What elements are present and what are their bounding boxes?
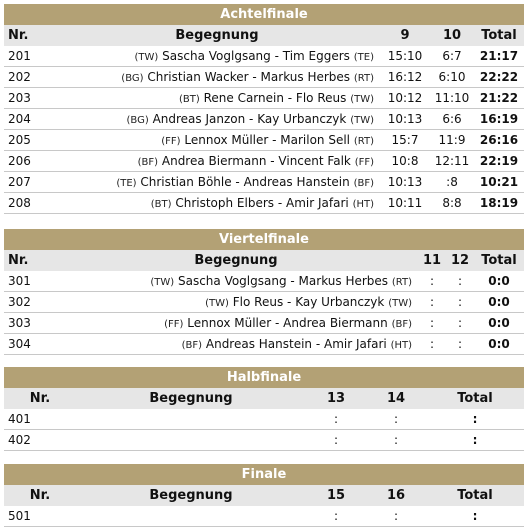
match-separator: -: [248, 70, 261, 84]
match-number: 202: [4, 67, 54, 88]
set-score-2: 11:9: [430, 130, 474, 151]
header-nr: Nr.: [4, 388, 76, 409]
match-cell: [54, 151, 380, 172]
club-away: (TW): [350, 115, 374, 126]
header-set-1: 11: [418, 250, 446, 271]
table-header: [4, 250, 524, 271]
set-score-2: 11:10: [430, 88, 474, 109]
header-nr: Nr.: [4, 250, 54, 271]
club-home: (BF): [181, 340, 203, 351]
set-score-1: :: [418, 334, 446, 355]
total-score: :: [426, 430, 524, 451]
match-cell: [54, 67, 380, 88]
match-cell: [54, 109, 380, 130]
match-separator: -: [274, 196, 287, 210]
player-away: Markus Herbes: [260, 70, 351, 84]
club-home: (BT): [150, 199, 172, 210]
section-title: Achtelfinale: [4, 4, 524, 25]
table-row: [4, 46, 524, 67]
match-separator: -: [283, 91, 296, 105]
match-number: 207: [4, 172, 54, 193]
player-away: Flo Reus: [295, 91, 347, 105]
set-score-1: 10:13: [380, 172, 430, 193]
match-cell: [54, 130, 380, 151]
match-separator: -: [283, 295, 296, 309]
header-set-1: 9: [380, 25, 430, 46]
match-separator: -: [286, 274, 299, 288]
table-row: [4, 67, 524, 88]
set-score-1: :: [418, 313, 446, 334]
player-home: Christian Böhle: [140, 175, 232, 189]
total-score: 0:0: [474, 334, 524, 355]
total-score: 18:19: [474, 193, 524, 214]
set-score-1: :: [418, 292, 446, 313]
set-score-1: 15:7: [380, 130, 430, 151]
set-score-2: :: [366, 409, 426, 430]
match-number: 401: [4, 409, 76, 430]
finale-table: [4, 485, 524, 527]
player-home: Sascha Voglgsang: [162, 49, 271, 63]
player-home: Rene Carnein: [203, 91, 284, 105]
player-away: Kay Urbanczyk: [257, 112, 347, 126]
club-away: (FF): [354, 157, 374, 168]
viertelfinale-table: [4, 250, 524, 355]
total-score: 21:17: [474, 46, 524, 67]
set-score-1: 10:8: [380, 151, 430, 172]
match-number: 302: [4, 292, 54, 313]
header-set-1: 15: [306, 485, 366, 506]
header-nr: Nr.: [4, 485, 76, 506]
table-row: [4, 151, 524, 172]
player-home: Christoph Elbers: [175, 196, 275, 210]
match-number: 203: [4, 88, 54, 109]
total-score: 22:22: [474, 67, 524, 88]
table-header: [4, 485, 524, 506]
set-score-1: 10:13: [380, 109, 430, 130]
player-away: Andreas Hanstein: [243, 175, 350, 189]
match-separator: -: [268, 133, 281, 147]
match-number: 402: [4, 430, 76, 451]
table-row: [4, 409, 524, 430]
viertelfinale-section: [4, 229, 524, 355]
set-score-1: :: [306, 409, 366, 430]
set-score-2: 12:11: [430, 151, 474, 172]
header-set-2: 10: [430, 25, 474, 46]
club-away: (HT): [352, 199, 374, 210]
player-home: Andreas Hanstein: [205, 337, 313, 351]
club-home: (TE): [116, 178, 137, 189]
halbfinale-section: [4, 367, 524, 451]
match-cell: [76, 506, 306, 527]
club-home: (TW): [205, 298, 229, 309]
match-cell: [76, 430, 306, 451]
club-away: (HT): [390, 340, 412, 351]
set-score-1: 10:11: [380, 193, 430, 214]
club-away: (TE): [353, 52, 374, 63]
total-score: 16:19: [474, 109, 524, 130]
set-score-1: :: [418, 271, 446, 292]
club-home: (BG): [126, 115, 149, 126]
header-total: Total: [426, 485, 524, 506]
match-cell: [54, 313, 418, 334]
set-score-2: :: [446, 313, 474, 334]
match-separator: -: [271, 316, 284, 330]
total-score: 22:19: [474, 151, 524, 172]
match-number: 204: [4, 109, 54, 130]
match-number: 304: [4, 334, 54, 355]
section-title: Finale: [4, 464, 524, 485]
header-match: Begegnung: [54, 250, 418, 271]
match-separator: -: [270, 49, 283, 63]
table-row: [4, 88, 524, 109]
table-row: [4, 430, 524, 451]
match-separator: -: [312, 337, 325, 351]
match-cell: [54, 172, 380, 193]
table-row: [4, 130, 524, 151]
match-cell: [54, 334, 418, 355]
player-home: Sascha Voglgsang: [177, 274, 287, 288]
match-number: 501: [4, 506, 76, 527]
table-header: [4, 388, 524, 409]
achtelfinale-table: [4, 25, 524, 214]
total-score: 21:22: [474, 88, 524, 109]
header-total: Total: [474, 25, 524, 46]
set-score-2: :: [446, 334, 474, 355]
club-home: (TW): [134, 52, 159, 63]
total-score: 10:21: [474, 172, 524, 193]
set-score-2: :: [446, 271, 474, 292]
club-away: (RT): [391, 277, 412, 288]
match-cell: [76, 409, 306, 430]
table-row: [4, 193, 524, 214]
section-title: Viertelfinale: [4, 229, 524, 250]
player-home: Andreas Janzon: [152, 112, 246, 126]
club-away: (RT): [353, 136, 374, 147]
set-score-1: 10:12: [380, 88, 430, 109]
player-home: Lennox Müller: [187, 316, 272, 330]
table-row: [4, 109, 524, 130]
club-away: (BF): [391, 319, 412, 330]
total-score: 26:16: [474, 130, 524, 151]
club-home: (BT): [178, 94, 200, 105]
player-home: Lennox Müller: [184, 133, 269, 147]
club-home: (TW): [150, 277, 175, 288]
player-away: Tim Eggers: [282, 49, 350, 63]
match-number: 208: [4, 193, 54, 214]
club-home: (BG): [121, 73, 144, 84]
match-cell: [54, 271, 418, 292]
table-row: [4, 172, 524, 193]
match-separator: -: [245, 112, 258, 126]
header-set-2: 12: [446, 250, 474, 271]
finale-section: [4, 464, 524, 527]
set-score-2: 8:8: [430, 193, 474, 214]
club-away: (TW): [350, 94, 374, 105]
table-row: [4, 313, 524, 334]
match-number: 301: [4, 271, 54, 292]
total-score: :: [426, 409, 524, 430]
match-cell: [54, 292, 418, 313]
header-match: Begegnung: [76, 388, 306, 409]
player-home: Christian Wacker: [147, 70, 249, 84]
player-away: Amir Jafari: [324, 337, 387, 351]
club-home: (FF): [164, 319, 184, 330]
total-score: 0:0: [474, 292, 524, 313]
club-away: (RT): [353, 73, 374, 84]
match-number: 205: [4, 130, 54, 151]
set-score-1: 15:10: [380, 46, 430, 67]
set-score-1: :: [306, 506, 366, 527]
match-cell: [54, 46, 380, 67]
match-number: 201: [4, 46, 54, 67]
match-cell: [54, 88, 380, 109]
set-score-2: :: [446, 292, 474, 313]
header-match: Begegnung: [76, 485, 306, 506]
match-cell: [54, 193, 380, 214]
header-total: Total: [426, 388, 524, 409]
player-away: Vincent Falk: [278, 154, 351, 168]
achtelfinale-section: [4, 4, 524, 214]
set-score-2: 6:6: [430, 109, 474, 130]
set-score-1: :: [306, 430, 366, 451]
set-score-2: :: [366, 506, 426, 527]
section-title: Halbfinale: [4, 367, 524, 388]
set-score-2: 6:7: [430, 46, 474, 67]
player-away: Markus Herbes: [298, 274, 389, 288]
player-away: Andrea Biermann: [283, 316, 388, 330]
club-home: (BF): [137, 157, 159, 168]
header-set-2: 14: [366, 388, 426, 409]
halbfinale-table: [4, 388, 524, 451]
table-header: [4, 25, 524, 46]
set-score-2: 6:10: [430, 67, 474, 88]
player-away: Marilon Sell: [280, 133, 351, 147]
match-number: 303: [4, 313, 54, 334]
table-row: [4, 506, 524, 527]
total-score: 0:0: [474, 313, 524, 334]
header-total: Total: [474, 250, 524, 271]
set-score-2: :8: [430, 172, 474, 193]
header-match: Begegnung: [54, 25, 380, 46]
player-away: Amir Jafari: [286, 196, 349, 210]
table-row: [4, 292, 524, 313]
match-separator: -: [231, 175, 244, 189]
header-nr: Nr.: [4, 25, 54, 46]
table-row: [4, 271, 524, 292]
match-separator: -: [266, 154, 279, 168]
header-set-2: 16: [366, 485, 426, 506]
player-home: Andrea Biermann: [161, 154, 267, 168]
player-away: Kay Urbanczyk: [295, 295, 385, 309]
player-home: Flo Reus: [232, 295, 284, 309]
match-number: 206: [4, 151, 54, 172]
set-score-1: 16:12: [380, 67, 430, 88]
header-set-1: 13: [306, 388, 366, 409]
total-score: 0:0: [474, 271, 524, 292]
club-away: (TW): [388, 298, 412, 309]
club-away: (BF): [353, 178, 374, 189]
total-score: :: [426, 506, 524, 527]
club-home: (FF): [161, 136, 181, 147]
table-row: [4, 334, 524, 355]
set-score-2: :: [366, 430, 426, 451]
